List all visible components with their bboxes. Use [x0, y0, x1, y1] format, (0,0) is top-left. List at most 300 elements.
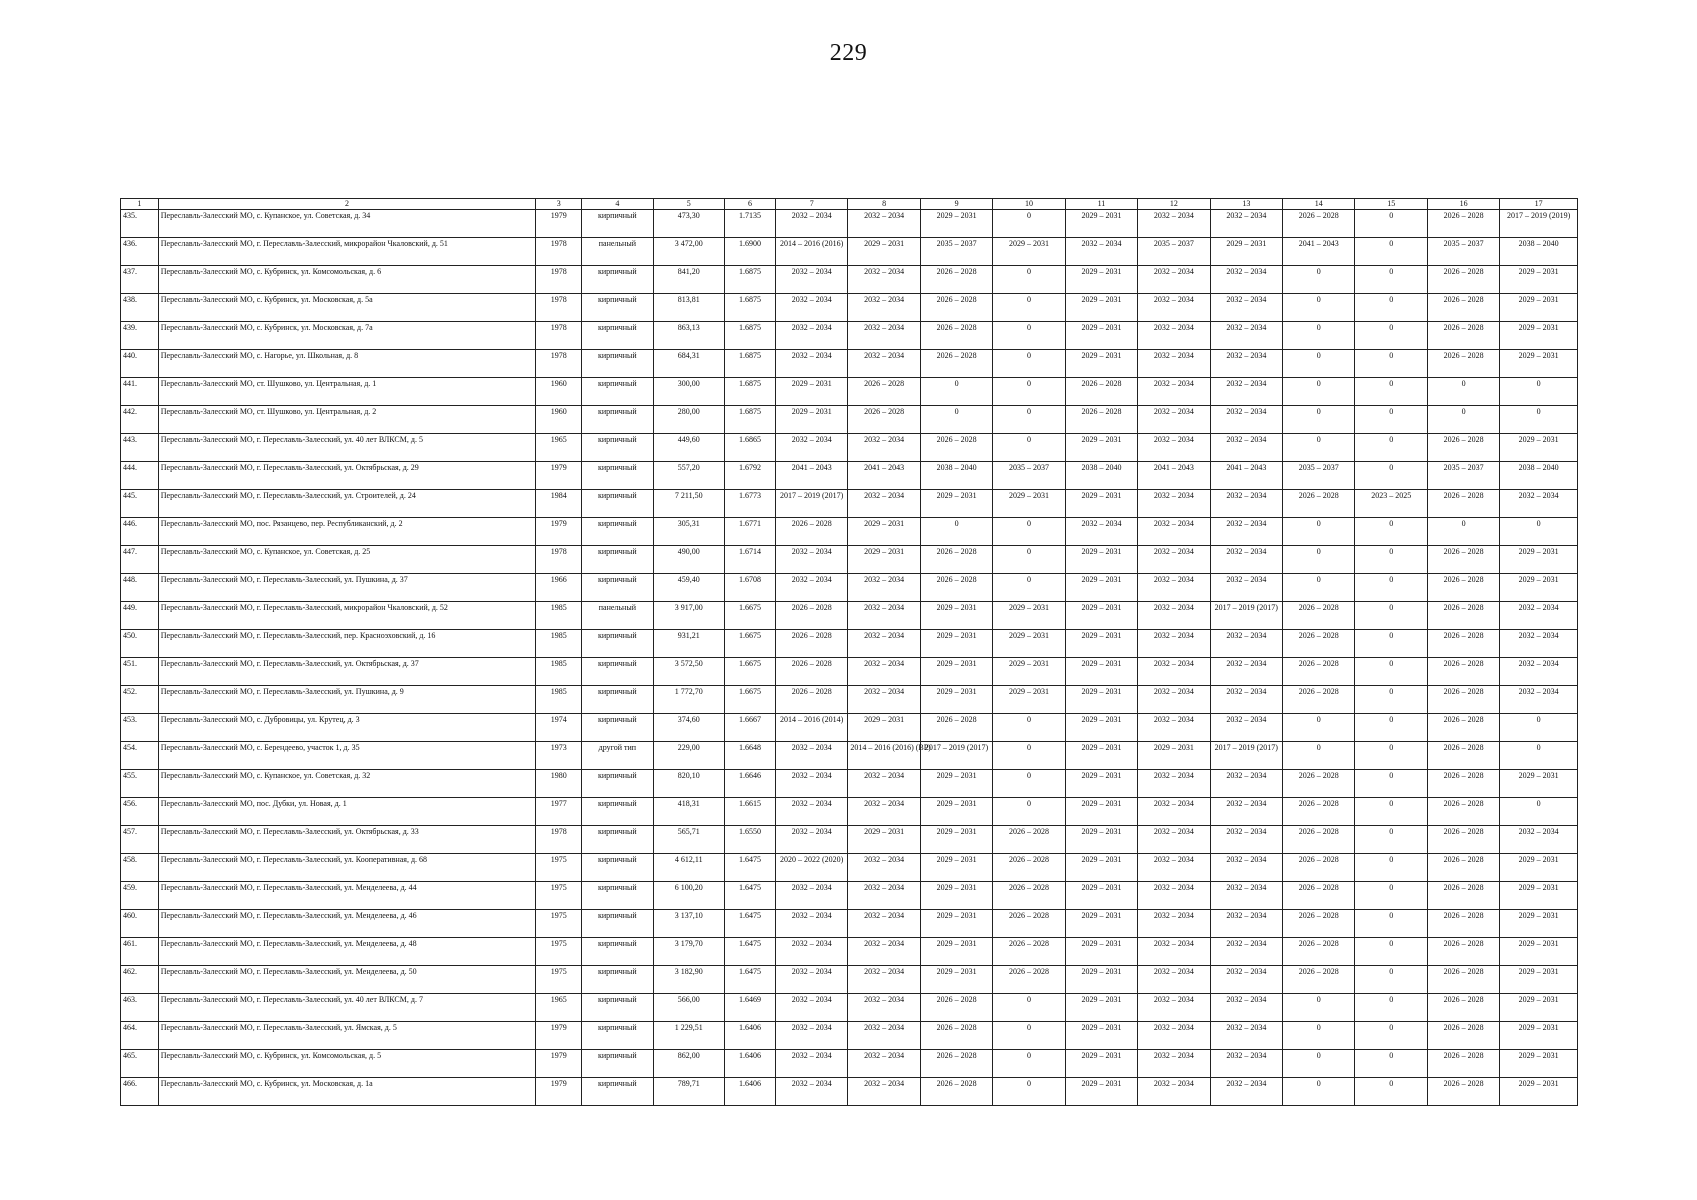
table-cell: 2032 – 2034 — [775, 882, 847, 910]
table-cell: 2026 – 2028 — [920, 714, 992, 742]
table-cell: Переславль-Залесский МО, ст. Шушково, ул. Центральная, д. 2 — [158, 406, 536, 434]
table-cell: 2029 – 2031 — [1065, 742, 1137, 770]
table-cell: 1.6475 — [724, 938, 775, 966]
table-cell: 1.6708 — [724, 574, 775, 602]
table-cell: 2026 – 2028 — [1427, 938, 1499, 966]
table-cell: 2029 – 2031 — [1065, 210, 1137, 238]
table-cell: кирпичный — [582, 994, 653, 1022]
table-cell: 684,31 — [653, 350, 724, 378]
table-header-row — [121, 199, 1578, 210]
table-cell: 2026 – 2028 — [1283, 602, 1355, 630]
table-cell: 0 — [1355, 462, 1427, 490]
table-cell: другой тип — [582, 742, 653, 770]
table-cell: 2026 – 2028 — [920, 574, 992, 602]
table-cell: 2041 – 2043 — [848, 462, 920, 490]
table-row — [121, 630, 1578, 658]
table-cell: 2032 – 2034 — [1210, 938, 1282, 966]
table-cell: 1978 — [536, 266, 582, 294]
table-cell: 441. — [121, 378, 159, 406]
table-cell: 0 — [1283, 714, 1355, 742]
table-cell: 1974 — [536, 714, 582, 742]
table-cell: 2032 – 2034 — [1138, 826, 1210, 854]
table-cell: панельный — [582, 238, 653, 266]
table-cell: 2026 – 2028 — [1427, 994, 1499, 1022]
table-cell: 2032 – 2034 — [775, 770, 847, 798]
table-cell: 2032 – 2034 — [848, 686, 920, 714]
table-cell: 0 — [1355, 1050, 1427, 1078]
table-cell: 1.6675 — [724, 658, 775, 686]
table-cell: кирпичный — [582, 938, 653, 966]
table-cell: 2041 – 2043 — [1138, 462, 1210, 490]
table-cell: 2029 – 2031 — [1500, 910, 1578, 938]
table-cell: 0 — [1427, 378, 1499, 406]
table-cell: 1.6675 — [724, 602, 775, 630]
table-cell: 2032 – 2034 — [848, 322, 920, 350]
table-cell: 449. — [121, 602, 159, 630]
table-cell: 1 772,70 — [653, 686, 724, 714]
table-row — [121, 322, 1578, 350]
table-cell: 1.6667 — [724, 714, 775, 742]
table-cell: кирпичный — [582, 966, 653, 994]
table-cell: Переславль-Залесский МО, г. Переславль-Залесский, ул. Строителей, д. 24 — [158, 490, 536, 518]
table-cell: 1.6406 — [724, 1050, 775, 1078]
table-cell: 1.6875 — [724, 322, 775, 350]
table-cell: 439. — [121, 322, 159, 350]
table-cell: 2032 – 2034 — [848, 1078, 920, 1106]
column-header: 10 — [993, 199, 1065, 210]
table-cell: 2032 – 2034 — [848, 350, 920, 378]
table-cell: 0 — [1355, 714, 1427, 742]
table-cell: 3 137,10 — [653, 910, 724, 938]
table-cell: 1.6406 — [724, 1022, 775, 1050]
column-header: 7 — [775, 199, 847, 210]
table-cell: 0 — [993, 406, 1065, 434]
table-cell: 1979 — [536, 518, 582, 546]
table-cell: 0 — [1355, 602, 1427, 630]
table-cell: 2032 – 2034 — [775, 742, 847, 770]
table-cell: 0 — [1355, 546, 1427, 574]
table-cell: 450. — [121, 630, 159, 658]
table-cell: 0 — [1355, 658, 1427, 686]
table-cell: 2029 – 2031 — [993, 602, 1065, 630]
table-cell: 2041 – 2043 — [1283, 238, 1355, 266]
table-cell: 2026 – 2028 — [920, 1078, 992, 1106]
table-cell: 2026 – 2028 — [1427, 322, 1499, 350]
table-cell: 2029 – 2031 — [1065, 350, 1137, 378]
table-cell: 2032 – 2034 — [1138, 350, 1210, 378]
table-cell: 1979 — [536, 210, 582, 238]
table-cell: 448. — [121, 574, 159, 602]
table-row — [121, 742, 1578, 770]
table-cell: 2032 – 2034 — [848, 798, 920, 826]
table-row — [121, 938, 1578, 966]
table-cell: 2026 – 2028 — [920, 1050, 992, 1078]
table-cell: 2032 – 2034 — [1138, 714, 1210, 742]
table-cell: 2026 – 2028 — [1283, 938, 1355, 966]
table-cell: 2032 – 2034 — [775, 574, 847, 602]
column-header: 15 — [1355, 199, 1427, 210]
table-cell: 2032 – 2034 — [848, 490, 920, 518]
table-cell: Переславль-Залесский МО, г. Переславль-Залесский, ул. Октябрьская, д. 29 — [158, 462, 536, 490]
table-cell: 2032 – 2034 — [1210, 490, 1282, 518]
table-cell: Переславль-Залесский МО, с. Дубровицы, ул. Крутец, д. 3 — [158, 714, 536, 742]
table-cell: 2026 – 2028 — [920, 1022, 992, 1050]
table-cell: 1.6875 — [724, 266, 775, 294]
table-cell: 438. — [121, 294, 159, 322]
column-header: 17 — [1500, 199, 1578, 210]
table-cell: 2032 – 2034 — [1210, 266, 1282, 294]
table-cell: 841,20 — [653, 266, 724, 294]
table-cell: 0 — [1283, 266, 1355, 294]
table-cell: 0 — [1283, 434, 1355, 462]
table-cell: 2032 – 2034 — [1210, 406, 1282, 434]
table-cell: 2029 – 2031 — [1065, 266, 1137, 294]
table-cell: 0 — [1355, 294, 1427, 322]
table-cell: 1.6648 — [724, 742, 775, 770]
table-cell: 2026 – 2028 — [1427, 1022, 1499, 1050]
table-cell: 0 — [1427, 406, 1499, 434]
table-cell: Переславль-Залесский МО, г. Переславль-Залесский, пер. Красноэховский, д. 16 — [158, 630, 536, 658]
table-cell: 1.6475 — [724, 910, 775, 938]
table-cell: 2026 – 2028 — [1427, 350, 1499, 378]
table-cell: 2029 – 2031 — [920, 910, 992, 938]
table-cell: 0 — [1283, 350, 1355, 378]
column-header: 2 — [158, 199, 536, 210]
table-cell: 2029 – 2031 — [1065, 938, 1137, 966]
table-cell: 1978 — [536, 826, 582, 854]
table-cell: 2032 – 2034 — [1210, 1050, 1282, 1078]
table-body — [121, 210, 1578, 1106]
table-cell: 2026 – 2028 — [1427, 546, 1499, 574]
table-cell: 447. — [121, 546, 159, 574]
table-row — [121, 770, 1578, 798]
table-cell: 2032 – 2034 — [1500, 490, 1578, 518]
table-cell: 1965 — [536, 434, 582, 462]
table-cell: 0 — [1427, 518, 1499, 546]
table-cell: Переславль-Залесский МО, пос. Дубки, ул. Новая, д. 1 — [158, 798, 536, 826]
table-cell: 442. — [121, 406, 159, 434]
table-cell: 2026 – 2028 — [1427, 434, 1499, 462]
table-cell: кирпичный — [582, 882, 653, 910]
table-cell: 455. — [121, 770, 159, 798]
table-cell: 0 — [1355, 630, 1427, 658]
table-cell: 0 — [1355, 1022, 1427, 1050]
table-cell: 862,00 — [653, 1050, 724, 1078]
table-cell: Переславль-Залесский МО, пос. Рязанцево, пер. Республиканский, д. 2 — [158, 518, 536, 546]
table-cell: 2038 – 2040 — [1065, 462, 1137, 490]
table-cell: 1985 — [536, 602, 582, 630]
table-cell: 2032 – 2034 — [1138, 574, 1210, 602]
table-cell: Переславль-Залесский МО, с. Купанское, ул. Советская, д. 34 — [158, 210, 536, 238]
table-cell: Переславль-Залесский МО, г. Переславль-Залесский, ул. Октябрьская, д. 33 — [158, 826, 536, 854]
table-cell: 2032 – 2034 — [1138, 602, 1210, 630]
table-cell: 2032 – 2034 — [775, 910, 847, 938]
table-cell: 2017 – 2019 (2017) — [775, 490, 847, 518]
table-cell: 2032 – 2034 — [1210, 994, 1282, 1022]
table-cell: 457. — [121, 826, 159, 854]
table-cell: 931,21 — [653, 630, 724, 658]
table-cell: 2026 – 2028 — [920, 434, 992, 462]
table-cell: 458. — [121, 854, 159, 882]
table-cell: 2032 – 2034 — [1210, 658, 1282, 686]
table-cell: 1.6475 — [724, 854, 775, 882]
table-cell: 2032 – 2034 — [1138, 966, 1210, 994]
table-cell: 2029 – 2031 — [1500, 1022, 1578, 1050]
table-cell: 0 — [1283, 294, 1355, 322]
table-cell: 0 — [993, 994, 1065, 1022]
table-cell: 2032 – 2034 — [775, 966, 847, 994]
table-cell: 0 — [1355, 994, 1427, 1022]
table-cell: 2032 – 2034 — [1138, 630, 1210, 658]
table-cell: 1975 — [536, 910, 582, 938]
table-cell: 566,00 — [653, 994, 724, 1022]
table-cell: 2038 – 2040 — [1500, 238, 1578, 266]
table-cell: 2026 – 2028 — [1283, 854, 1355, 882]
table-cell: 2026 – 2028 — [920, 546, 992, 574]
table-cell: 0 — [1283, 1078, 1355, 1106]
table-row — [121, 294, 1578, 322]
table-cell: 2032 – 2034 — [1210, 294, 1282, 322]
table-cell: 0 — [1283, 378, 1355, 406]
table-cell: 2026 – 2028 — [1427, 574, 1499, 602]
table-cell: 463. — [121, 994, 159, 1022]
table-cell: 0 — [993, 518, 1065, 546]
table-row — [121, 406, 1578, 434]
table-cell: 2029 – 2031 — [1065, 658, 1137, 686]
table-cell: 2029 – 2031 — [920, 658, 992, 686]
table-cell: 2032 – 2034 — [1500, 602, 1578, 630]
table-cell: 459. — [121, 882, 159, 910]
table-cell: Переславль-Залесский МО, г. Переславль-Залесский, ул. Кооперативная, д. 68 — [158, 854, 536, 882]
table-cell: 473,30 — [653, 210, 724, 238]
table-cell: 446. — [121, 518, 159, 546]
table-cell: 0 — [993, 294, 1065, 322]
table-cell: 2032 – 2034 — [1210, 826, 1282, 854]
table-cell: 2017 – 2019 (2017) — [1210, 742, 1282, 770]
table-cell: 2032 – 2034 — [1138, 518, 1210, 546]
table-cell: Переславль-Залесский МО, с. Кубринск, ул. Московская, д. 1а — [158, 1078, 536, 1106]
table-cell: 2029 – 2031 — [848, 518, 920, 546]
table-cell: 0 — [1283, 742, 1355, 770]
table-cell: 2032 – 2034 — [1210, 798, 1282, 826]
table-cell: кирпичный — [582, 798, 653, 826]
table-cell: Переславль-Залесский МО, с. Нагорье, ул. Школьная, д. 8 — [158, 350, 536, 378]
table-cell: 0 — [1500, 406, 1578, 434]
table-cell: 4 612,11 — [653, 854, 724, 882]
table-cell: 2029 – 2031 — [1500, 966, 1578, 994]
table-cell: 2026 – 2028 — [1427, 714, 1499, 742]
table-cell: 2026 – 2028 — [1283, 686, 1355, 714]
table-cell: 2026 – 2028 — [993, 854, 1065, 882]
table-cell: 2029 – 2031 — [993, 490, 1065, 518]
table-cell: 1978 — [536, 294, 582, 322]
table-cell: кирпичный — [582, 630, 653, 658]
table-cell: 465. — [121, 1050, 159, 1078]
table-cell: 2032 – 2034 — [1210, 910, 1282, 938]
table-cell: 436. — [121, 238, 159, 266]
table-cell: 2032 – 2034 — [775, 826, 847, 854]
table-cell: 2032 – 2034 — [1138, 1022, 1210, 1050]
table-row — [121, 994, 1578, 1022]
table-cell: 1.6773 — [724, 490, 775, 518]
table-cell: 1.6875 — [724, 406, 775, 434]
table-cell: 2026 – 2028 — [1427, 1078, 1499, 1106]
table-row — [121, 574, 1578, 602]
table-cell: 0 — [1355, 826, 1427, 854]
table-cell: 2026 – 2028 — [920, 994, 992, 1022]
table-cell: 454. — [121, 742, 159, 770]
table-cell: 0 — [1283, 1022, 1355, 1050]
table-cell: 462. — [121, 966, 159, 994]
table-cell: 2035 – 2037 — [993, 462, 1065, 490]
table-cell: 2029 – 2031 — [1500, 266, 1578, 294]
table-cell: 1984 — [536, 490, 582, 518]
table-cell: 2029 – 2031 — [848, 546, 920, 574]
table-cell: 1.6615 — [724, 798, 775, 826]
table-cell: 2029 – 2031 — [1210, 238, 1282, 266]
table-cell: 2032 – 2034 — [1138, 854, 1210, 882]
table-cell: Переславль-Залесский МО, г. Переславль-Залесский, ул. Пушкина, д. 37 — [158, 574, 536, 602]
table-cell: 0 — [993, 546, 1065, 574]
table-cell: 2035 – 2037 — [920, 238, 992, 266]
table-cell: 2032 – 2034 — [1138, 546, 1210, 574]
table-cell: 2026 – 2028 — [1283, 490, 1355, 518]
table-cell: 2029 – 2031 — [1500, 882, 1578, 910]
table-cell: 2029 – 2031 — [920, 602, 992, 630]
table-cell: 0 — [1355, 574, 1427, 602]
table-cell: Переславль-Залесский МО, г. Переславль-Залесский, микрорайон Чкаловский, д. 52 — [158, 602, 536, 630]
table-cell: 464. — [121, 1022, 159, 1050]
table-cell: Переславль-Залесский МО, с. Кубринск, ул. Комсомольская, д. 6 — [158, 266, 536, 294]
table-cell: 2029 – 2031 — [1065, 714, 1137, 742]
table-cell: 2032 – 2034 — [1138, 798, 1210, 826]
table-cell: 444. — [121, 462, 159, 490]
table-cell: 2029 – 2031 — [1065, 826, 1137, 854]
table-cell: 2029 – 2031 — [1065, 910, 1137, 938]
table-cell: 2029 – 2031 — [1138, 742, 1210, 770]
table-cell: 2032 – 2034 — [775, 1022, 847, 1050]
table-cell: 0 — [1500, 798, 1578, 826]
table-cell: 2032 – 2034 — [848, 910, 920, 938]
table-cell: 0 — [1355, 770, 1427, 798]
table-cell: 2029 – 2031 — [1500, 854, 1578, 882]
table-cell: 2032 – 2034 — [775, 434, 847, 462]
table-cell: 2032 – 2034 — [848, 938, 920, 966]
table-cell: 1975 — [536, 882, 582, 910]
table-cell: 1975 — [536, 938, 582, 966]
table-cell: 453. — [121, 714, 159, 742]
table-cell: 2032 – 2034 — [1065, 518, 1137, 546]
table-cell: кирпичный — [582, 910, 653, 938]
table-cell: 1.7135 — [724, 210, 775, 238]
table-cell: 2032 – 2034 — [1500, 658, 1578, 686]
table-cell: 0 — [1355, 938, 1427, 966]
table-cell: 2029 – 2031 — [1065, 1078, 1137, 1106]
table-cell: 1960 — [536, 378, 582, 406]
table-cell: 2032 – 2034 — [1210, 882, 1282, 910]
table-cell: 1978 — [536, 350, 582, 378]
table-cell: 1973 — [536, 742, 582, 770]
table-cell: 0 — [993, 210, 1065, 238]
table-cell: 440. — [121, 350, 159, 378]
table-cell: 2026 – 2028 — [1283, 882, 1355, 910]
table-cell: Переславль-Залесский МО, г. Переславль-Залесский, ул. Октябрьская, д. 37 — [158, 658, 536, 686]
table-cell: 229,00 — [653, 742, 724, 770]
table-row — [121, 854, 1578, 882]
table-cell: 0 — [993, 714, 1065, 742]
table-cell: 2029 – 2031 — [1500, 434, 1578, 462]
table-cell: 2026 – 2028 — [920, 266, 992, 294]
table-cell: 0 — [920, 518, 992, 546]
table-cell: 2026 – 2028 — [1283, 770, 1355, 798]
table-cell: 0 — [993, 1078, 1065, 1106]
table-row — [121, 546, 1578, 574]
table-cell: кирпичный — [582, 546, 653, 574]
table-cell: Переславль-Залесский МО, с. Кубринск, ул. Московская, д. 7а — [158, 322, 536, 350]
table-cell: 0 — [993, 770, 1065, 798]
table-cell: 2032 – 2034 — [848, 994, 920, 1022]
column-header: 14 — [1283, 199, 1355, 210]
table-row — [121, 266, 1578, 294]
table-cell: 2032 – 2034 — [1138, 1078, 1210, 1106]
table-cell: 2032 – 2034 — [1210, 630, 1282, 658]
table-cell: 2029 – 2031 — [920, 966, 992, 994]
table-cell: 1.6792 — [724, 462, 775, 490]
table-cell: 1980 — [536, 770, 582, 798]
table-cell: 7 211,50 — [653, 490, 724, 518]
table-cell: 0 — [993, 266, 1065, 294]
table-cell: 451. — [121, 658, 159, 686]
table-cell: 1.6875 — [724, 378, 775, 406]
table-cell: 0 — [1283, 518, 1355, 546]
table-cell: 2029 – 2031 — [848, 826, 920, 854]
table-cell: 2032 – 2034 — [775, 322, 847, 350]
table-cell: 2029 – 2031 — [993, 630, 1065, 658]
table-cell: 2026 – 2028 — [1427, 882, 1499, 910]
registry-table-container — [120, 198, 1578, 1106]
table-cell: 0 — [1355, 350, 1427, 378]
table-cell: 2032 – 2034 — [1138, 406, 1210, 434]
table-cell: 2029 – 2031 — [1065, 434, 1137, 462]
table-cell: 2032 – 2034 — [1138, 434, 1210, 462]
table-cell: 1966 — [536, 574, 582, 602]
table-cell: 2032 – 2034 — [1138, 994, 1210, 1022]
table-cell: 466. — [121, 1078, 159, 1106]
table-cell: 557,20 — [653, 462, 724, 490]
table-cell: 490,00 — [653, 546, 724, 574]
table-cell: 2032 – 2034 — [1210, 210, 1282, 238]
table-cell: 2029 – 2031 — [920, 826, 992, 854]
table-cell: 1979 — [536, 1022, 582, 1050]
table-cell: 2029 – 2031 — [1500, 294, 1578, 322]
table-cell: 2026 – 2028 — [920, 294, 992, 322]
table-cell: 2032 – 2034 — [1210, 966, 1282, 994]
table-cell: 2026 – 2028 — [1283, 826, 1355, 854]
table-cell: 1985 — [536, 630, 582, 658]
column-header: 3 — [536, 199, 582, 210]
table-cell: 1.6675 — [724, 630, 775, 658]
table-cell: 2032 – 2034 — [1210, 322, 1282, 350]
table-cell: кирпичный — [582, 574, 653, 602]
table-cell: 1 229,51 — [653, 1022, 724, 1050]
table-cell: кирпичный — [582, 434, 653, 462]
table-cell: 2032 – 2034 — [848, 602, 920, 630]
table-cell: 2032 – 2034 — [848, 266, 920, 294]
table-cell: 789,71 — [653, 1078, 724, 1106]
table-cell: 2029 – 2031 — [1065, 1050, 1137, 1078]
table-cell: 2032 – 2034 — [775, 938, 847, 966]
table-cell: 460. — [121, 910, 159, 938]
